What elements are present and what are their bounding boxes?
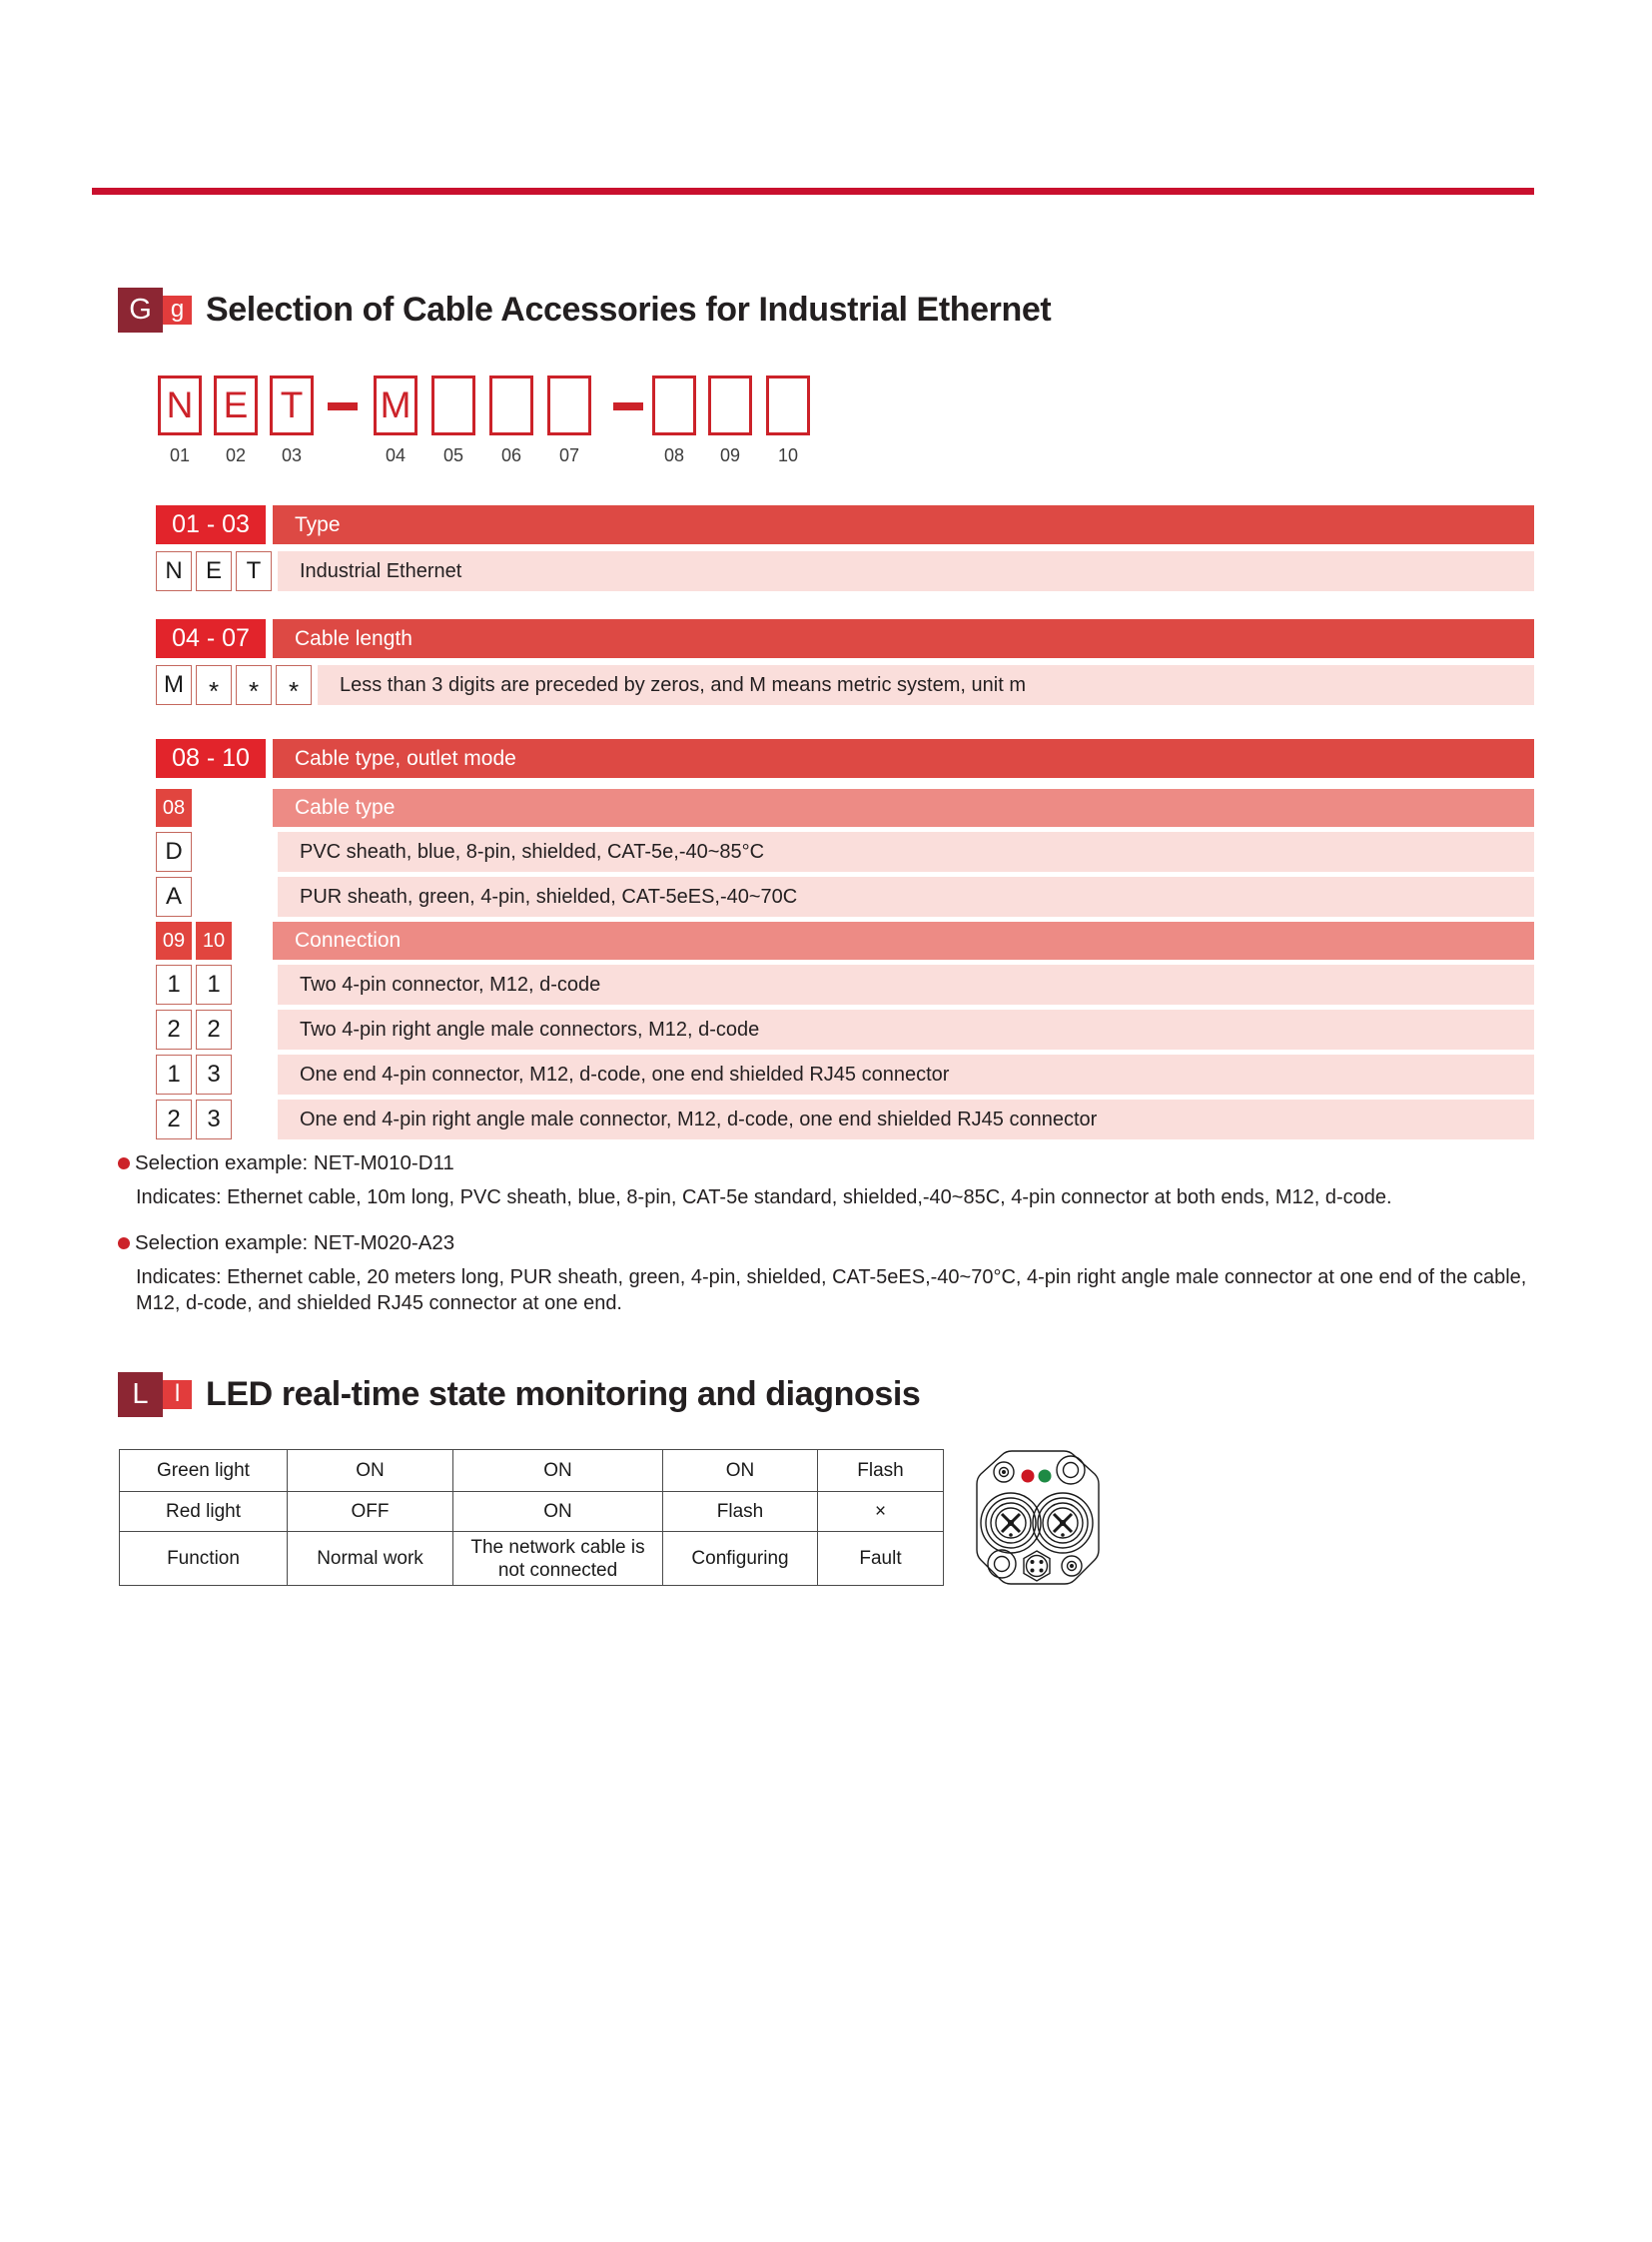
pn-char: E — [223, 384, 249, 425]
sub2-row-desc: One end 4-pin connector, M12, d-code, one end shielded RJ45 connector — [278, 1055, 1534, 1095]
led-cell: Normal work — [288, 1532, 453, 1586]
sub1-header: Cable type — [273, 789, 1534, 827]
led-cell: Configuring — [663, 1532, 818, 1586]
pn-box-08 — [652, 375, 696, 435]
table2-code-box — [196, 665, 232, 705]
table1-code-box: T — [236, 551, 272, 591]
example2-title: Selection example: NET-M020-A23 — [135, 1231, 455, 1254]
pn-box-10 — [766, 375, 810, 435]
asterisk: * — [248, 675, 260, 706]
pn-dash-icon — [328, 402, 358, 410]
sub2-pos-box: 09 — [156, 922, 192, 960]
led-cell: Flash — [663, 1492, 818, 1532]
example1-body: Indicates: Ethernet cable, 10m long, PVC sheath, blue, 8-pin, CAT-5e standard, shielded,-40~85C, 4-pin connector at both ends, M12, d-code. — [136, 1186, 1392, 1208]
sub2-code-box: 1 — [156, 1055, 192, 1095]
sub2-code-box: 2 — [196, 1010, 232, 1050]
asterisk: * — [208, 675, 220, 706]
example1-title: Selection example: NET-M010-D11 — [135, 1151, 454, 1174]
pn-pos-label: 05 — [442, 445, 464, 465]
sub2-code-box: 3 — [196, 1055, 232, 1095]
sub1-pos-box: 08 — [156, 789, 192, 827]
led-cell: Flash — [818, 1450, 944, 1492]
sub2-row-desc: One end 4-pin right angle male connector, M12, d-code, one end shielded RJ45 connector — [278, 1100, 1534, 1139]
table-row — [120, 1492, 944, 1532]
table3-header: Cable type, outlet mode — [273, 739, 1534, 778]
sub2-code-box: 3 — [196, 1100, 232, 1139]
section1-minor-letter-badge: g — [163, 296, 192, 325]
connector-diagram — [971, 1446, 1103, 1591]
section2-header — [118, 1370, 920, 1418]
pn-box-03 — [270, 375, 314, 435]
example1-title-row — [118, 1151, 454, 1175]
table1-range-label: 01 - 03 — [156, 505, 266, 544]
pn-pos-label: 09 — [719, 445, 741, 465]
small-port-icon — [1024, 1551, 1050, 1581]
table1-code-box: E — [196, 551, 232, 591]
table2-code-box — [276, 665, 312, 705]
pn-pos-label: 06 — [500, 445, 522, 465]
pn-box-09 — [708, 375, 752, 435]
green-led-icon — [1039, 1470, 1052, 1483]
table-row — [120, 1450, 944, 1492]
pn-box-06 — [489, 375, 533, 435]
led-cell: Red light — [120, 1492, 288, 1532]
pn-pos-label: 07 — [558, 445, 580, 465]
sub2-pos-box: 10 — [196, 922, 232, 960]
led-cell: Fault — [818, 1532, 944, 1586]
table1-code-box: N — [156, 551, 192, 591]
bullet-icon — [118, 1237, 130, 1249]
table2-code-box — [236, 665, 272, 705]
table-row — [120, 1532, 944, 1586]
section1-header — [118, 286, 1051, 334]
table2-range-label: 04 - 07 — [156, 619, 266, 658]
example2-title-row — [118, 1231, 454, 1255]
sub1-row-desc: PUR sheath, green, 4-pin, shielded, CAT-5eES,-40~70C — [278, 877, 1534, 917]
pn-pos-label: 01 — [169, 445, 191, 465]
led-cell: Function — [120, 1532, 288, 1586]
pn-pos-label: 10 — [777, 445, 799, 465]
section2-major-letter-badge: L — [118, 1372, 163, 1417]
led-cell: × — [818, 1492, 944, 1532]
table3-range-label: 08 - 10 — [156, 739, 266, 778]
pn-dash-icon — [613, 402, 643, 410]
sub1-code-box: D — [156, 832, 192, 872]
led-cell: ON — [453, 1450, 663, 1492]
bullet-icon — [118, 1157, 130, 1169]
asterisk: * — [288, 675, 300, 706]
pn-box-07 — [547, 375, 591, 435]
sub1-code-box: A — [156, 877, 192, 917]
section2-title: LED real-time state monitoring and diagnosis — [206, 1374, 921, 1413]
sub2-code-box: 1 — [196, 965, 232, 1005]
sub2-row-desc: Two 4-pin right angle male connectors, M12, d-code — [278, 1010, 1534, 1050]
pn-pos-label: 02 — [225, 445, 247, 465]
section1-title: Selection of Cable Accessories for Industrial Ethernet — [206, 290, 1052, 329]
led-cell: OFF — [288, 1492, 453, 1532]
led-cell: ON — [663, 1450, 818, 1492]
pn-char: M — [380, 384, 412, 425]
pn-box-05 — [431, 375, 475, 435]
pn-char: T — [280, 384, 304, 425]
table1-row-desc: Industrial Ethernet — [278, 551, 1534, 591]
table2-row-desc: Less than 3 digits are preceded by zeros, and M means metric system, unit m — [318, 665, 1534, 705]
pn-pos-label: 04 — [385, 445, 407, 465]
pn-char: N — [166, 384, 194, 425]
led-cell: ON — [288, 1450, 453, 1492]
table2-header: Cable length — [273, 619, 1534, 658]
pn-pos-label: 03 — [281, 445, 303, 465]
led-state-table — [119, 1449, 944, 1586]
example2-body: Indicates: Ethernet cable, 20 meters long, PUR sheath, green, 4-pin, shielded, CAT-5eES,-40~70°C, 4-pin right angle male connector at one end of the cable, M12, d-code, and shielded RJ45 connector at one end. — [136, 1266, 1527, 1314]
sub2-code-box: 2 — [156, 1100, 192, 1139]
led-cell: ON — [453, 1492, 663, 1532]
led-cell: The network cable is not connected — [453, 1532, 663, 1586]
section2-minor-letter-badge: l — [163, 1380, 192, 1409]
sub1-row-desc: PVC sheath, blue, 8-pin, shielded, CAT-5e,-40~85°C — [278, 832, 1534, 872]
pn-box-02 — [214, 375, 258, 435]
part-number-diagram — [158, 375, 817, 470]
section1-major-letter-badge: G — [118, 288, 163, 333]
pn-box-01 — [158, 375, 202, 435]
table1-header: Type — [273, 505, 1534, 544]
sub2-code-box: 2 — [156, 1010, 192, 1050]
led-cell: Green light — [120, 1450, 288, 1492]
pn-box-04 — [374, 375, 417, 435]
table2-code-box: M — [156, 665, 192, 705]
red-led-icon — [1022, 1470, 1035, 1483]
sub2-row-desc: Two 4-pin connector, M12, d-code — [278, 965, 1534, 1005]
sub2-header: Connection — [273, 922, 1534, 960]
top-rule — [92, 188, 1534, 195]
pn-pos-label: 08 — [663, 445, 685, 465]
sub2-code-box: 1 — [156, 965, 192, 1005]
